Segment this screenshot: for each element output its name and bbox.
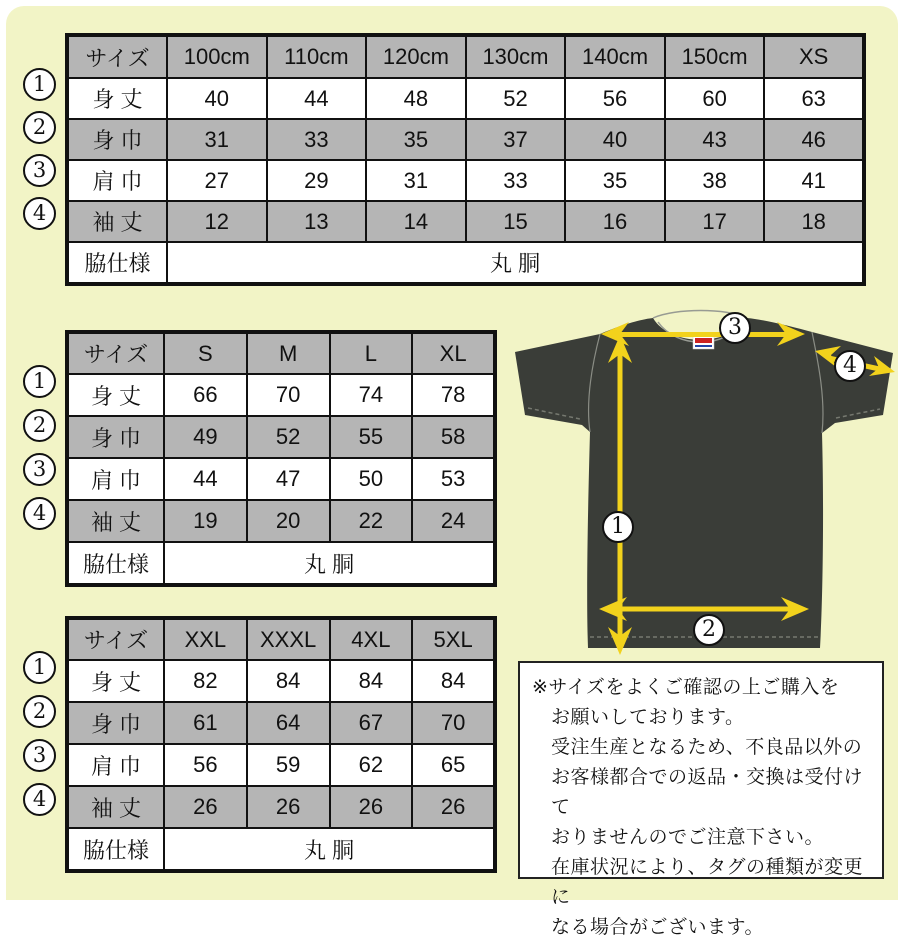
size-cell: 5XL <box>412 618 495 660</box>
circled-row-number: 1 <box>23 651 56 684</box>
size-cell: 140cm <box>565 35 665 78</box>
size-cell: XL <box>412 332 495 374</box>
size-cell: 65 <box>412 744 495 786</box>
size-cell: 31 <box>366 160 466 201</box>
table-row <box>67 416 495 458</box>
size-cell: 17 <box>665 201 765 242</box>
table-row <box>67 160 864 201</box>
size-cell: 14 <box>366 201 466 242</box>
size-cell: 肩 巾 <box>67 160 167 201</box>
table-row <box>67 744 495 786</box>
size-cell: M <box>247 332 330 374</box>
size-cell: 84 <box>412 660 495 702</box>
size-cell: 49 <box>164 416 247 458</box>
size-cell: 26 <box>412 786 495 828</box>
size-cell: 27 <box>167 160 267 201</box>
size-cell: 26 <box>330 786 413 828</box>
neck-tag <box>693 335 714 349</box>
table-row <box>67 374 495 416</box>
size-cell: 48 <box>366 78 466 119</box>
size-cell: 肩 巾 <box>67 458 164 500</box>
circled-number-2: 2 <box>693 614 725 646</box>
size-cell: サイズ <box>67 35 167 78</box>
size-cell: 55 <box>330 416 413 458</box>
size-cell: 67 <box>330 702 413 744</box>
size-cell: 身 丈 <box>67 78 167 119</box>
table-header-row <box>67 618 495 660</box>
table-row <box>67 660 495 702</box>
size-cell: 64 <box>247 702 330 744</box>
size-cell: XS <box>764 35 864 78</box>
size-cell: L <box>330 332 413 374</box>
circled-number-1: 1 <box>602 511 634 543</box>
size-cell: 130cm <box>466 35 566 78</box>
size-cell: 袖 丈 <box>67 201 167 242</box>
size-cell: 26 <box>164 786 247 828</box>
circled-number-3: 3 <box>719 312 751 344</box>
circled-row-number: 4 <box>23 197 56 230</box>
table-row <box>67 786 495 828</box>
size-cell: 58 <box>412 416 495 458</box>
size-cell: 13 <box>267 201 367 242</box>
table-row <box>67 702 495 744</box>
size-cell: 身 巾 <box>67 702 164 744</box>
size-cell: 46 <box>764 119 864 160</box>
table-footer-row <box>67 542 495 585</box>
size-cell: 12 <box>167 201 267 242</box>
size-cell: 84 <box>247 660 330 702</box>
size-cell: 41 <box>764 160 864 201</box>
size-cell: 4XL <box>330 618 413 660</box>
size-cell: 22 <box>330 500 413 542</box>
circled-row-number: 4 <box>23 783 56 816</box>
size-cell: 袖 丈 <box>67 500 164 542</box>
size-cell: 82 <box>164 660 247 702</box>
note-line: 在庫状況により、タグの種類が変更に <box>551 857 864 908</box>
size-cell: 62 <box>330 744 413 786</box>
size-cell: 身 巾 <box>67 416 164 458</box>
circled-row-number: 4 <box>23 497 56 530</box>
circled-row-number: 2 <box>23 409 56 442</box>
size-cell: 37 <box>466 119 566 160</box>
circled-row-number: 2 <box>23 695 56 728</box>
size-cell: 袖 丈 <box>67 786 164 828</box>
size-cell: XXL <box>164 618 247 660</box>
size-cell: 丸 胴 <box>167 242 864 284</box>
size-cell: 59 <box>247 744 330 786</box>
size-cell: 78 <box>412 374 495 416</box>
table-row <box>67 458 495 500</box>
size-cell: 60 <box>665 78 765 119</box>
table-header-row <box>67 332 495 374</box>
circled-row-number: 3 <box>23 154 56 187</box>
size-cell: 52 <box>466 78 566 119</box>
size-cell: 70 <box>412 702 495 744</box>
table-header-row <box>67 35 864 78</box>
adult-size-table-section <box>32 330 497 587</box>
table-footer-row <box>67 242 864 284</box>
size-cell: 43 <box>665 119 765 160</box>
size-cell: 33 <box>466 160 566 201</box>
size-cell: 35 <box>565 160 665 201</box>
size-cell: 丸 胴 <box>164 828 495 871</box>
size-cell: 31 <box>167 119 267 160</box>
size-cell: 脇仕様 <box>67 242 167 284</box>
size-cell: 120cm <box>366 35 466 78</box>
size-cell: 56 <box>164 744 247 786</box>
big-size-table-section <box>32 616 497 873</box>
size-cell: XXXL <box>247 618 330 660</box>
size-cell: 53 <box>412 458 495 500</box>
size-cell: 70 <box>247 374 330 416</box>
size-cell: 18 <box>764 201 864 242</box>
size-cell: S <box>164 332 247 374</box>
size-cell: 29 <box>267 160 367 201</box>
size-cell: 44 <box>164 458 247 500</box>
size-cell: 84 <box>330 660 413 702</box>
size-cell: 61 <box>164 702 247 744</box>
circled-row-number: 2 <box>23 111 56 144</box>
size-cell: 110cm <box>267 35 367 78</box>
adult-size-table <box>65 330 497 587</box>
table-row <box>67 500 495 542</box>
purchase-note-box <box>518 661 884 938</box>
size-cell: 47 <box>247 458 330 500</box>
circled-number-4: 4 <box>834 350 866 382</box>
size-cell: 56 <box>565 78 665 119</box>
size-cell: サイズ <box>67 332 164 374</box>
circled-row-number: 1 <box>23 365 56 398</box>
size-cell: 40 <box>565 119 665 160</box>
note-line: なる場合がございます。 <box>551 917 764 938</box>
note-line: ※サイズをよくご確認の上ご購入を <box>532 677 840 698</box>
size-cell: 15 <box>466 201 566 242</box>
size-cell: 肩 巾 <box>67 744 164 786</box>
size-cell: 63 <box>764 78 864 119</box>
size-cell: 脇仕様 <box>67 542 164 585</box>
size-cell: 50 <box>330 458 413 500</box>
big-size-table <box>65 616 497 873</box>
size-cell: 66 <box>164 374 247 416</box>
size-cell: 52 <box>247 416 330 458</box>
size-cell: 44 <box>267 78 367 119</box>
circled-row-number: 3 <box>23 453 56 486</box>
circled-row-number: 1 <box>23 68 56 101</box>
size-cell: 丸 胴 <box>164 542 495 585</box>
size-cell: 26 <box>247 786 330 828</box>
size-cell: 33 <box>267 119 367 160</box>
table-row <box>67 201 864 242</box>
size-cell: 身 丈 <box>67 374 164 416</box>
tshirt-measurement-diagram <box>505 305 900 660</box>
size-cell: 38 <box>665 160 765 201</box>
table-footer-row <box>67 828 495 871</box>
size-cell: 40 <box>167 78 267 119</box>
table-row <box>67 119 864 160</box>
kids-size-table <box>65 33 866 286</box>
note-line: 受注生産となるため、不良品以外の <box>551 737 863 758</box>
size-cell: 身 丈 <box>67 660 164 702</box>
size-cell: 100cm <box>167 35 267 78</box>
note-line: お願いしております。 <box>551 707 745 728</box>
size-cell: 150cm <box>665 35 765 78</box>
note-line: おりませんのでご注意下さい。 <box>551 827 825 848</box>
size-cell: 74 <box>330 374 413 416</box>
kids-size-table-section <box>32 33 866 286</box>
note-line: お客様都合での返品・交換は受付けて <box>551 767 864 818</box>
size-cell: 身 巾 <box>67 119 167 160</box>
circled-row-number: 3 <box>23 739 56 772</box>
size-cell: 20 <box>247 500 330 542</box>
size-cell: 19 <box>164 500 247 542</box>
size-cell: 16 <box>565 201 665 242</box>
size-cell: 35 <box>366 119 466 160</box>
table-row <box>67 78 864 119</box>
size-cell: サイズ <box>67 618 164 660</box>
size-cell: 24 <box>412 500 495 542</box>
size-cell: 脇仕様 <box>67 828 164 871</box>
